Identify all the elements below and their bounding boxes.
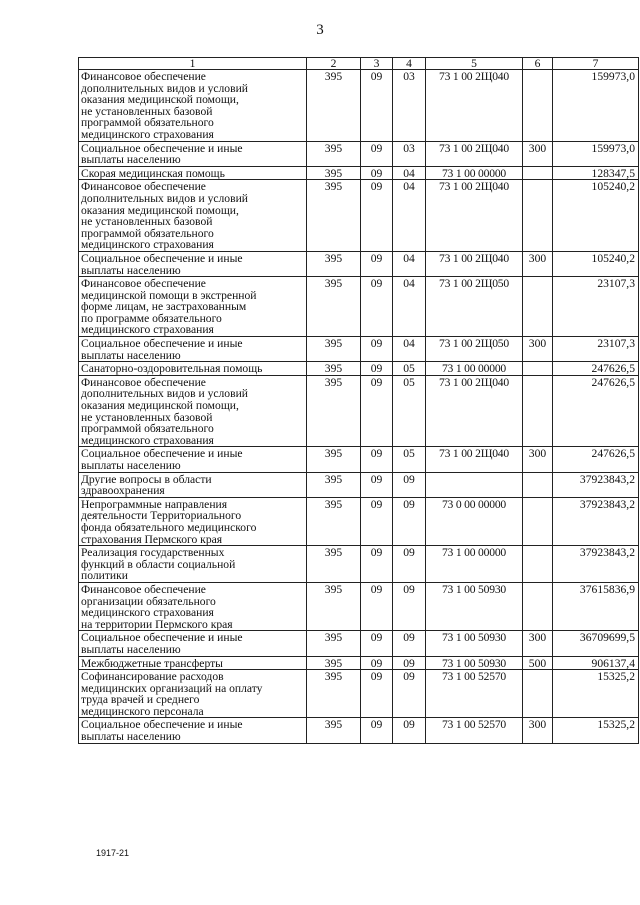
amount-cell: 36709699,5 <box>553 631 639 656</box>
code-2-cell: 395 <box>307 582 361 630</box>
amount-cell: 105240,2 <box>553 251 639 276</box>
code-3-cell: 09 <box>361 141 393 166</box>
row-name-cell: Финансовое обеспечение организации обязательного медицинского страхования на территории Пермского края <box>79 582 307 630</box>
row-name-cell: Финансовое обеспечение дополнительных видов и условий оказания медицинской помощи, не установленных базовой программой обязательного медицинского страхования <box>79 180 307 252</box>
code-4-cell: 09 <box>393 670 426 718</box>
code-5-cell: 73 1 00 2Щ050 <box>426 337 523 362</box>
row-name-cell: Финансовое обеспечение медицинской помощи в экстренной форме лицам, не застрахованным по программе обязательного медицинского страхования <box>79 277 307 337</box>
amount-cell: 15325,2 <box>553 718 639 743</box>
table-row <box>79 472 639 497</box>
column-header: 2 <box>307 58 361 70</box>
code-4-cell: 09 <box>393 582 426 630</box>
table-row <box>79 656 639 670</box>
code-2-cell: 395 <box>307 180 361 252</box>
code-2-cell: 395 <box>307 251 361 276</box>
code-6-cell: 300 <box>523 718 553 743</box>
column-header: 5 <box>426 58 523 70</box>
row-name-cell: Другие вопросы в области здравоохранения <box>79 472 307 497</box>
code-2-cell: 395 <box>307 141 361 166</box>
code-4-cell: 09 <box>393 631 426 656</box>
page-number: 3 <box>316 22 324 38</box>
code-3-cell: 09 <box>361 582 393 630</box>
code-3-cell: 09 <box>361 166 393 180</box>
table-header-row <box>79 58 639 70</box>
code-2-cell: 395 <box>307 656 361 670</box>
code-5-cell: 73 1 00 2Щ040 <box>426 251 523 276</box>
code-2-cell: 395 <box>307 631 361 656</box>
table-row <box>79 166 639 180</box>
code-6-cell: 300 <box>523 447 553 472</box>
amount-cell: 23107,3 <box>553 337 639 362</box>
table-row <box>79 141 639 166</box>
code-4-cell: 09 <box>393 497 426 545</box>
code-4-cell: 05 <box>393 362 426 376</box>
amount-cell: 128347,5 <box>553 166 639 180</box>
column-header: 1 <box>79 58 307 70</box>
code-6-cell: 300 <box>523 141 553 166</box>
code-5-cell: 73 1 00 52570 <box>426 718 523 743</box>
amount-cell: 105240,2 <box>553 180 639 252</box>
code-2-cell: 395 <box>307 70 361 142</box>
code-6-cell <box>523 670 553 718</box>
code-3-cell: 09 <box>361 472 393 497</box>
code-4-cell: 09 <box>393 718 426 743</box>
row-name-cell: Социальное обеспечение и иные выплаты населению <box>79 337 307 362</box>
code-5-cell: 73 1 00 2Щ040 <box>426 70 523 142</box>
code-5-cell: 73 1 00 50930 <box>426 631 523 656</box>
code-5-cell: 73 1 00 2Щ040 <box>426 141 523 166</box>
code-5-cell: 73 1 00 00000 <box>426 362 523 376</box>
code-4-cell: 04 <box>393 251 426 276</box>
amount-cell: 37923843,2 <box>553 497 639 545</box>
footer-document-code: 1917-21 <box>96 848 130 858</box>
amount-cell: 37615836,9 <box>553 582 639 630</box>
table-row <box>79 447 639 472</box>
code-2-cell: 395 <box>307 447 361 472</box>
table-row <box>79 70 639 142</box>
code-6-cell <box>523 180 553 252</box>
code-6-cell <box>523 362 553 376</box>
table-row <box>79 582 639 630</box>
code-6-cell <box>523 472 553 497</box>
code-6-cell <box>523 277 553 337</box>
code-2-cell: 395 <box>307 166 361 180</box>
code-3-cell: 09 <box>361 362 393 376</box>
code-6-cell: 300 <box>523 631 553 656</box>
code-4-cell: 04 <box>393 337 426 362</box>
code-6-cell <box>523 375 553 447</box>
code-5-cell: 73 1 00 00000 <box>426 546 523 583</box>
code-4-cell: 05 <box>393 375 426 447</box>
code-2-cell: 395 <box>307 546 361 583</box>
table-row <box>79 251 639 276</box>
row-name-cell: Софинансирование расходов медицинских организаций на оплату труда врачей и среднего медицинского персонала <box>79 670 307 718</box>
code-6-cell <box>523 546 553 583</box>
code-4-cell: 03 <box>393 141 426 166</box>
code-5-cell: 73 0 00 00000 <box>426 497 523 545</box>
amount-cell: 37923843,2 <box>553 472 639 497</box>
code-6-cell <box>523 497 553 545</box>
table-row <box>79 497 639 545</box>
code-3-cell: 09 <box>361 277 393 337</box>
code-4-cell: 03 <box>393 70 426 142</box>
code-5-cell: 73 1 00 52570 <box>426 670 523 718</box>
table-row <box>79 718 639 743</box>
code-6-cell: 300 <box>523 251 553 276</box>
row-name-cell: Скорая медицинская помощь <box>79 166 307 180</box>
code-6-cell: 300 <box>523 337 553 362</box>
code-2-cell: 395 <box>307 718 361 743</box>
table-row <box>79 362 639 376</box>
code-3-cell: 09 <box>361 546 393 583</box>
code-2-cell: 395 <box>307 670 361 718</box>
row-name-cell: Санаторно-оздоровительная помощь <box>79 362 307 376</box>
column-header: 6 <box>523 58 553 70</box>
amount-cell: 906137,4 <box>553 656 639 670</box>
row-name-cell: Социальное обеспечение и иные выплаты населению <box>79 447 307 472</box>
column-header: 4 <box>393 58 426 70</box>
code-6-cell <box>523 70 553 142</box>
row-name-cell: Социальное обеспечение и иные выплаты населению <box>79 251 307 276</box>
code-5-cell: 73 1 00 2Щ050 <box>426 277 523 337</box>
budget-table <box>78 57 639 744</box>
code-2-cell: 395 <box>307 497 361 545</box>
code-3-cell: 09 <box>361 631 393 656</box>
amount-cell: 247626,5 <box>553 375 639 447</box>
code-3-cell: 09 <box>361 251 393 276</box>
amount-cell: 159973,0 <box>553 141 639 166</box>
code-6-cell <box>523 166 553 180</box>
code-2-cell: 395 <box>307 375 361 447</box>
code-4-cell: 04 <box>393 166 426 180</box>
code-4-cell: 09 <box>393 656 426 670</box>
code-3-cell: 09 <box>361 70 393 142</box>
code-5-cell: 73 1 00 50930 <box>426 656 523 670</box>
table-row <box>79 277 639 337</box>
code-4-cell: 04 <box>393 277 426 337</box>
amount-cell: 23107,3 <box>553 277 639 337</box>
code-5-cell: 73 1 00 2Щ040 <box>426 180 523 252</box>
code-2-cell: 395 <box>307 362 361 376</box>
table-row <box>79 337 639 362</box>
code-4-cell: 04 <box>393 180 426 252</box>
amount-cell: 37923843,2 <box>553 546 639 583</box>
amount-cell: 159973,0 <box>553 70 639 142</box>
code-6-cell: 500 <box>523 656 553 670</box>
column-header: 3 <box>361 58 393 70</box>
code-3-cell: 09 <box>361 718 393 743</box>
code-2-cell: 395 <box>307 472 361 497</box>
row-name-cell: Финансовое обеспечение дополнительных видов и условий оказания медицинской помощи, не установленных базовой программой обязательного медицинского страхования <box>79 70 307 142</box>
code-5-cell: 73 1 00 2Щ040 <box>426 375 523 447</box>
row-name-cell: Реализация государственных функций в области социальной политики <box>79 546 307 583</box>
code-4-cell: 09 <box>393 546 426 583</box>
code-5-cell: 73 1 00 2Щ040 <box>426 447 523 472</box>
table-row <box>79 546 639 583</box>
code-3-cell: 09 <box>361 447 393 472</box>
code-5-cell: 73 1 00 00000 <box>426 166 523 180</box>
code-3-cell: 09 <box>361 375 393 447</box>
amount-cell: 15325,2 <box>553 670 639 718</box>
table-row <box>79 670 639 718</box>
table-row <box>79 180 639 252</box>
code-4-cell: 05 <box>393 447 426 472</box>
code-3-cell: 09 <box>361 656 393 670</box>
column-header: 7 <box>553 58 639 70</box>
code-5-cell: 73 1 00 50930 <box>426 582 523 630</box>
code-6-cell <box>523 582 553 630</box>
row-name-cell: Непрограммные направления деятельности Территориального фонда обязательного медицинского страхования Пермского края <box>79 497 307 545</box>
table-row <box>79 631 639 656</box>
row-name-cell: Социальное обеспечение и иные выплаты населению <box>79 141 307 166</box>
amount-cell: 247626,5 <box>553 362 639 376</box>
code-3-cell: 09 <box>361 180 393 252</box>
code-5-cell <box>426 472 523 497</box>
table-row <box>79 375 639 447</box>
row-name-cell: Социальное обеспечение и иные выплаты населению <box>79 718 307 743</box>
amount-cell: 247626,5 <box>553 447 639 472</box>
code-2-cell: 395 <box>307 337 361 362</box>
code-3-cell: 09 <box>361 670 393 718</box>
row-name-cell: Финансовое обеспечение дополнительных видов и условий оказания медицинской помощи, не установленных базовой программой обязательного медицинского страхования <box>79 375 307 447</box>
code-4-cell: 09 <box>393 472 426 497</box>
row-name-cell: Социальное обеспечение и иные выплаты населению <box>79 631 307 656</box>
code-3-cell: 09 <box>361 337 393 362</box>
row-name-cell: Межбюджетные трансферты <box>79 656 307 670</box>
code-3-cell: 09 <box>361 497 393 545</box>
code-2-cell: 395 <box>307 277 361 337</box>
